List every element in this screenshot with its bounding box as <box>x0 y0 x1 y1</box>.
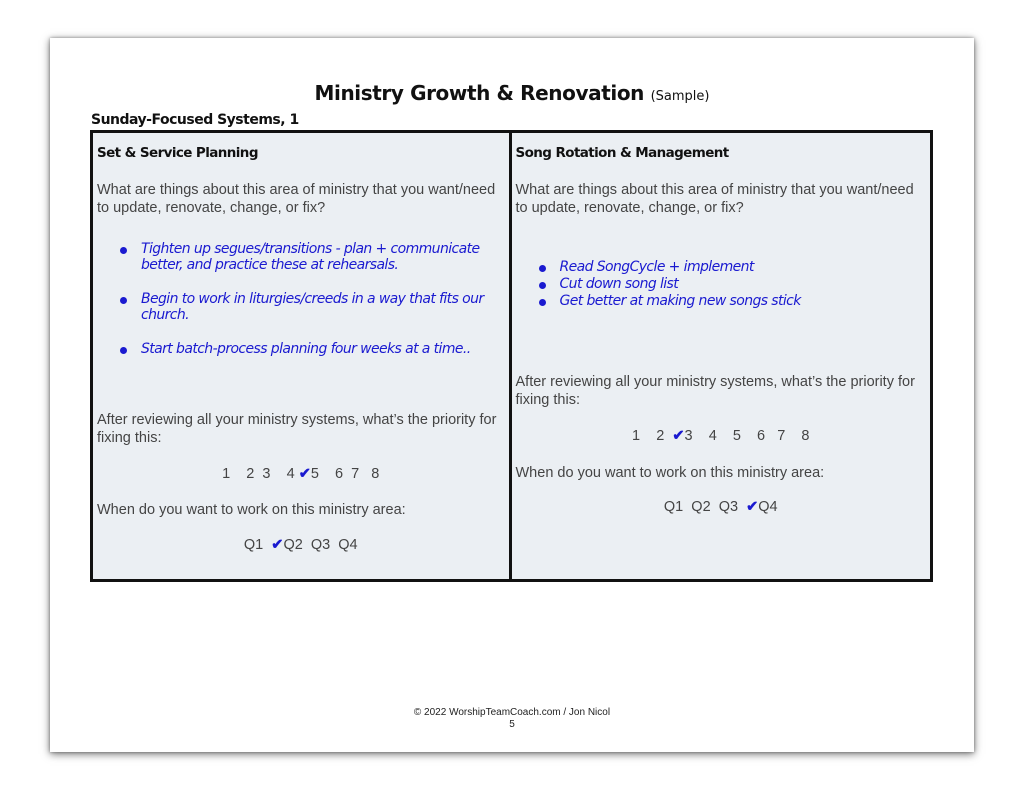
renovation-question: What are things about this area of ministry that you want/need to update, renovate, change, or fix? <box>97 182 496 216</box>
bullet-icon <box>120 347 127 354</box>
bullet-icon <box>539 299 546 306</box>
handwritten-item: Get better at making new songs stick <box>538 293 801 309</box>
quarter-scale: Q1 Q2 Q3 ✔Q4 <box>663 499 778 515</box>
handwritten-list <box>119 241 509 375</box>
bullet-icon <box>539 265 546 272</box>
checkmark-icon: ✔ <box>672 428 685 444</box>
page-title-suffix: (Sample) <box>650 89 710 104</box>
page-footer <box>50 707 974 731</box>
handwritten-item: Start batch-process planning four weeks at a time.. <box>119 341 509 357</box>
priority-question: After reviewing all your ministry systems, what’s the priority for fixing this: <box>97 412 497 446</box>
priority-question: After reviewing all your ministry systems, what’s the priority for fixing this: <box>515 374 915 408</box>
checkmark-icon: ✔ <box>298 466 311 482</box>
handwritten-list <box>538 259 801 310</box>
page-number: 5 <box>509 719 515 730</box>
panel-song-rotation-management <box>512 133 931 579</box>
bullet-icon <box>539 282 546 289</box>
handwritten-item: Cut down song list <box>538 276 801 292</box>
page-title-text: Ministry Growth & Renovation <box>314 81 645 105</box>
timing-question: When do you want to work on this ministry area: <box>97 502 406 518</box>
worksheet-grid <box>90 130 933 582</box>
page-title <box>50 81 974 105</box>
renovation-question: What are things about this area of ministry that you want/need to update, renovate, change, or fix? <box>515 182 914 216</box>
quarter-scale: Q1 ✔Q2 Q3 Q4 <box>243 537 358 553</box>
handwritten-item: Tighten up segues/transitions - plan + communicate better, and practice these at rehearsals. <box>119 241 509 273</box>
bullet-icon <box>120 247 127 254</box>
panel-heading: Set & Service Planning <box>97 145 258 161</box>
timing-question: When do you want to work on this ministry area: <box>515 465 825 481</box>
checkmark-icon: ✔ <box>746 499 759 515</box>
panel-heading: Song Rotation & Management <box>515 145 729 161</box>
priority-scale: 1 2 ✔3 4 5 6 7 8 <box>632 428 810 444</box>
footer-credit: © 2022 WorshipTeamCoach.com / Jon Nicol <box>413 707 611 718</box>
section-heading: Sunday-Focused Systems, 1 <box>91 112 299 128</box>
bullet-icon <box>120 297 127 304</box>
handwritten-item: Read SongCycle + implement <box>538 259 801 275</box>
panel-set-service-planning <box>93 133 512 579</box>
handwritten-item: Begin to work in liturgies/creeds in a way that fits our church. <box>119 291 509 323</box>
priority-scale: 1 2 3 4 ✔5 6 7 8 <box>222 466 380 482</box>
document-page <box>50 38 974 752</box>
checkmark-icon: ✔ <box>271 537 284 553</box>
